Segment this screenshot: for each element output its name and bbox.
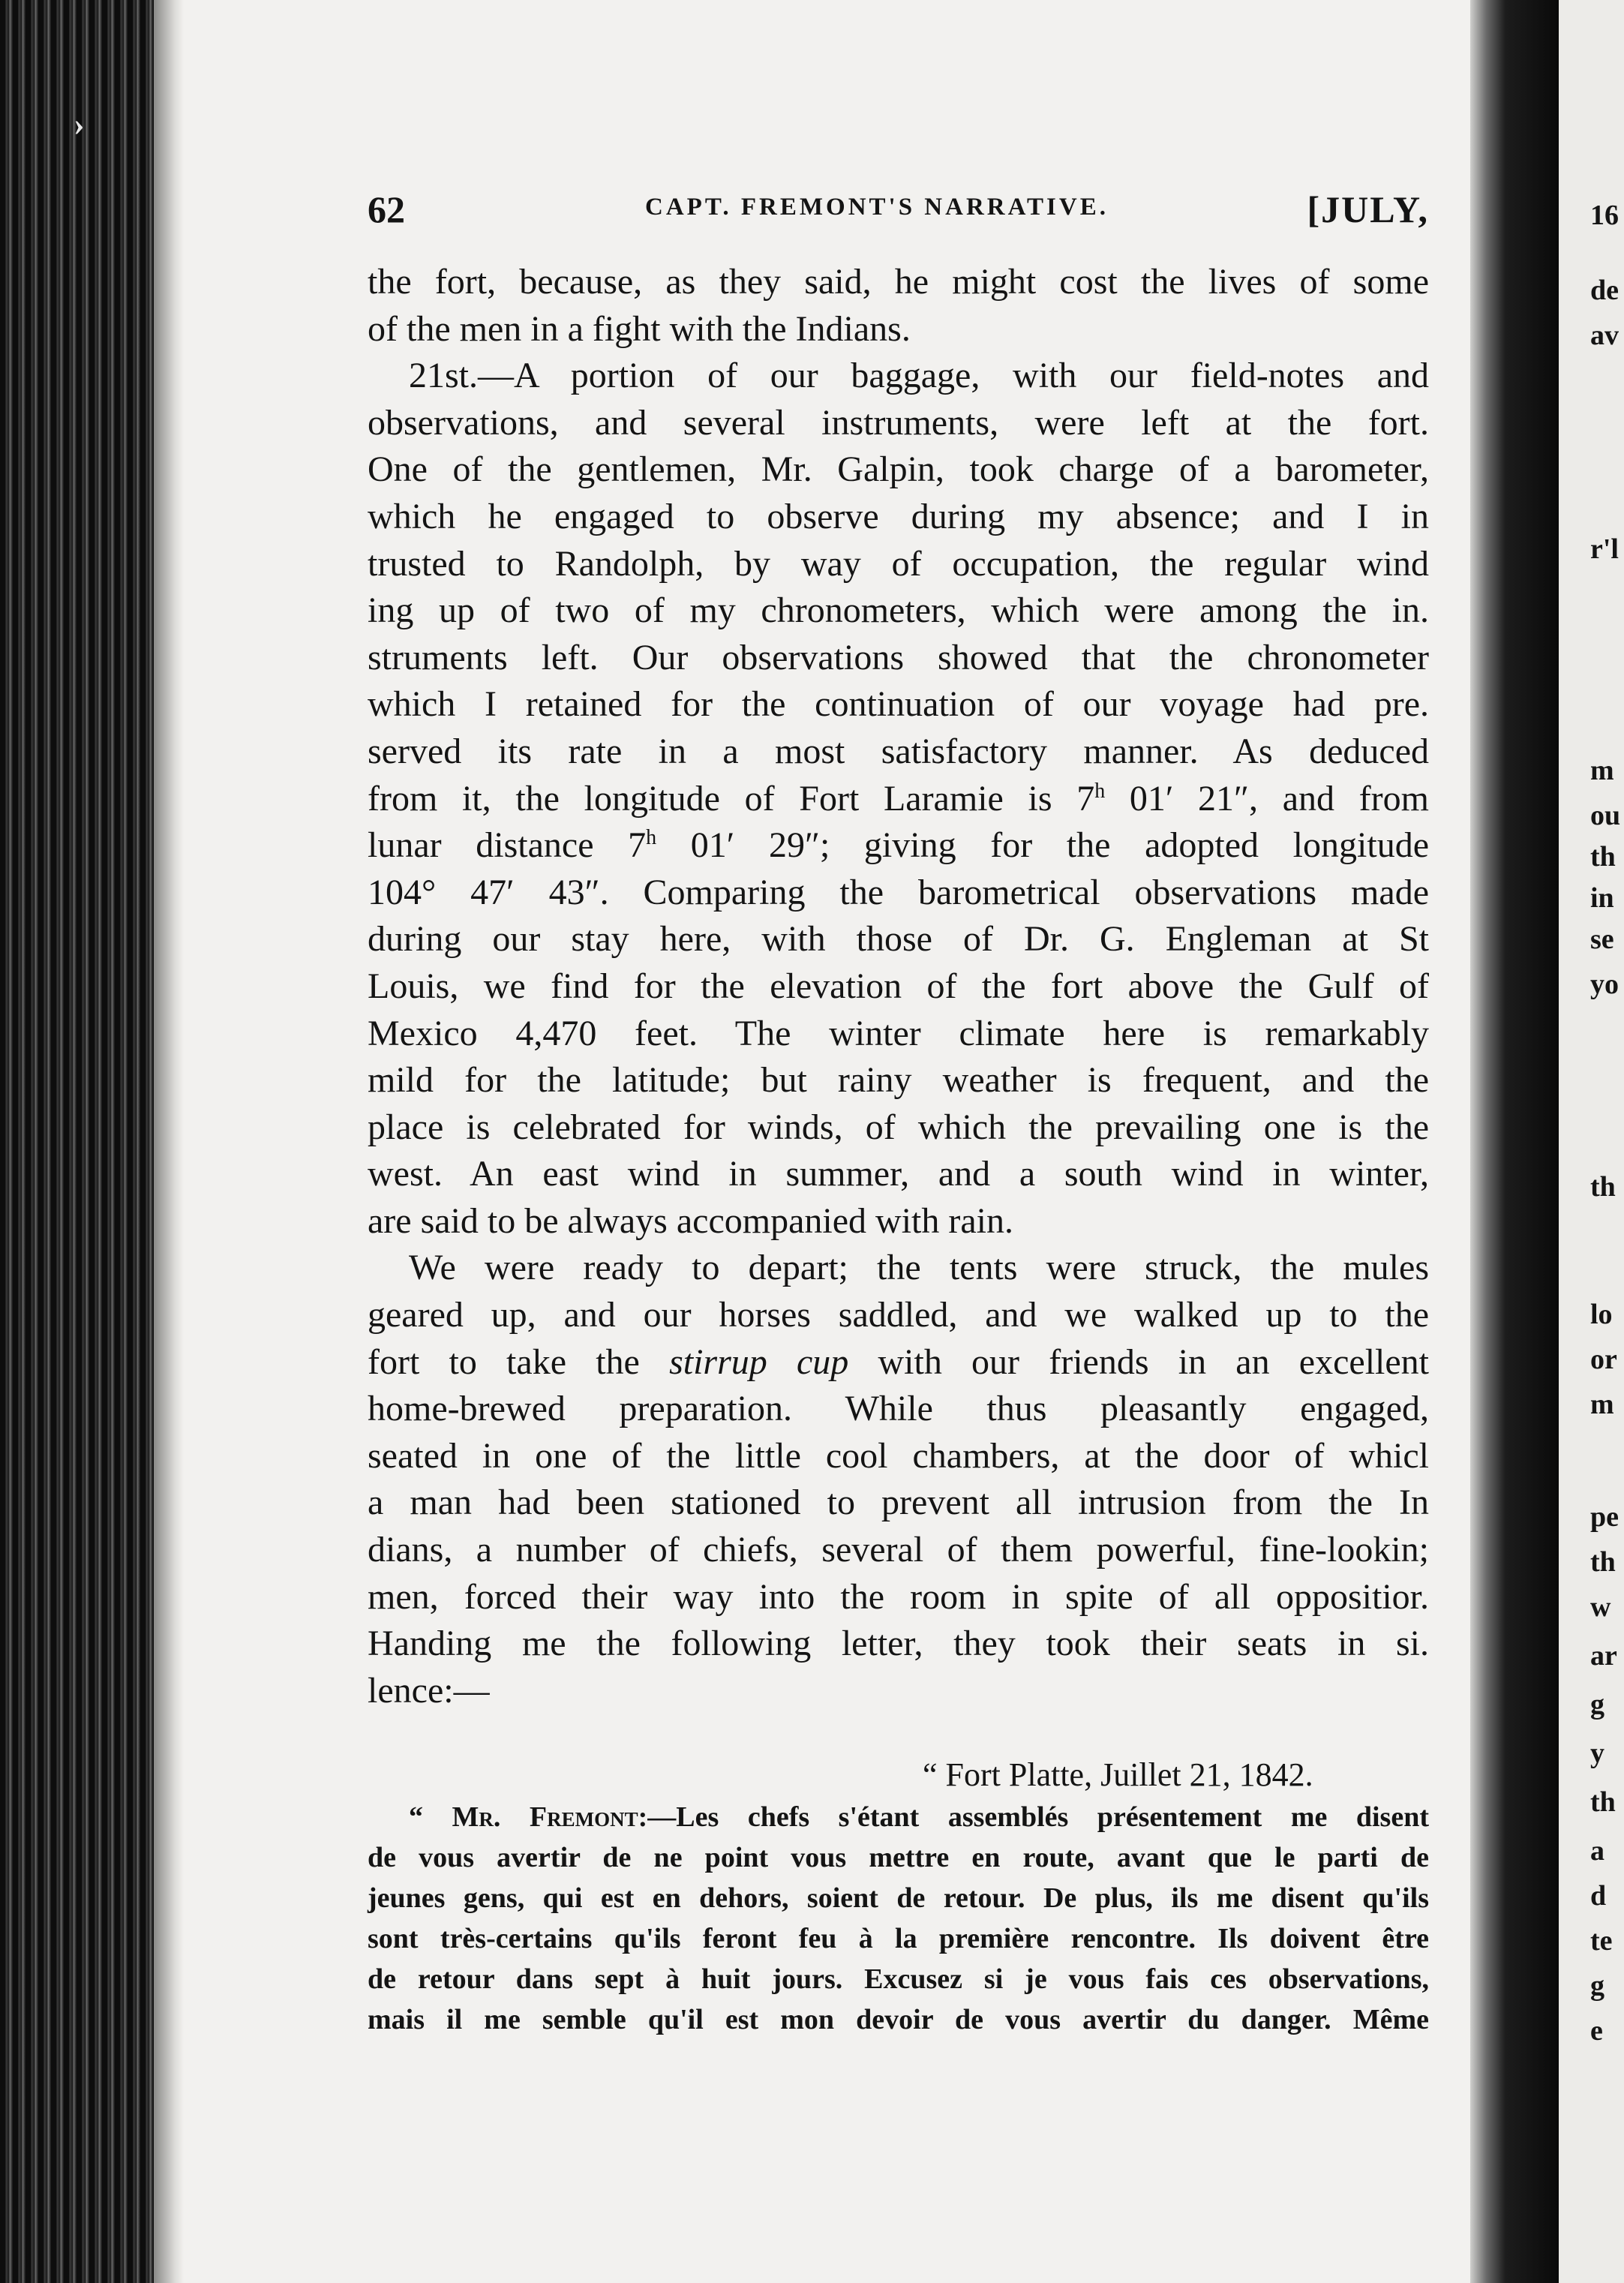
text-line: struments left. Our observations showed that the chronometer xyxy=(368,637,1429,677)
text-fragment: —Les chefs s'étant assemblés présentement me disent xyxy=(647,1801,1430,1833)
facing-page-fragment: pe xyxy=(1590,1501,1619,1533)
superscript: h xyxy=(646,826,657,850)
superscript: h xyxy=(1094,779,1106,803)
text-line xyxy=(368,1797,1429,1837)
text-line: We were ready to depart; the tents were struck, the mules xyxy=(409,1248,1429,1288)
facing-page-fragment: te xyxy=(1590,1925,1613,1957)
body-text xyxy=(368,259,1429,1714)
gutter-shadow xyxy=(154,0,184,2283)
text-line: Louis, we find for the elevation of the fort above the Gulf of xyxy=(368,966,1429,1006)
text-line: 104° 47′ 43″. Comparing the barometrical observations made xyxy=(368,872,1429,912)
text-line: which I retained for the continuation of our voyage had pre. xyxy=(368,684,1429,725)
text-line: lence:— xyxy=(368,1670,490,1711)
text-fragment: 01′ 29″; giving for the adopted longitude xyxy=(656,825,1429,866)
text-line: the fort, because, as they said, he might cost the lives of some xyxy=(368,262,1429,302)
letter-text xyxy=(368,1797,1429,2040)
text-line: de retour dans sept à huit jours. Excusez si je vous fais ces observations, xyxy=(368,1963,1429,1995)
text-line: dians, a number of chiefs, several of them powerful, fine-lookin; xyxy=(368,1530,1429,1570)
facing-page-fragment: e xyxy=(1590,2015,1603,2047)
running-head xyxy=(368,188,1429,233)
facing-page-fragment: m xyxy=(1590,1389,1614,1420)
facing-page-fragment: th xyxy=(1590,1546,1616,1578)
text-line: mild for the latitude; but rainy weather is frequent, and the xyxy=(368,1060,1429,1101)
facing-page-fragment: th xyxy=(1590,1171,1616,1203)
facing-page-fragment: w xyxy=(1590,1591,1611,1623)
text-line: geared up, and our horses saddled, and we walked up to the xyxy=(368,1295,1429,1335)
text-fragment: from it, the longitude of Fort Laramie is 7 xyxy=(368,778,1095,819)
letter-dateline: “ Fort Platte, Juillet 21, 1842. xyxy=(923,1756,1313,1793)
text-line: men, forced their way into the room in spite of all oppositior. xyxy=(368,1576,1429,1617)
facing-page-fragment: ar xyxy=(1590,1640,1617,1672)
text-line: of the men in a fight with the Indians. xyxy=(368,308,911,349)
text-fragment: with our friends in an excellent xyxy=(848,1341,1430,1382)
facing-page-fragment: y xyxy=(1590,1738,1604,1769)
text-line: during our stay here, with those of Dr. G. Engleman at St xyxy=(368,919,1429,960)
page-fold-shadow xyxy=(1470,0,1559,2283)
text-line: mais il me semble qu'il est mon devoir de vous avertir du danger. Même xyxy=(368,2004,1429,2035)
facing-page-fragment: a xyxy=(1590,1835,1604,1867)
page-number: 62 xyxy=(368,188,405,230)
facing-page-fragment: ou xyxy=(1590,800,1621,831)
text-line: home-brewed preparation. While thus pleasantly engaged, xyxy=(368,1389,1429,1429)
text-line: trusted to Randolph, by way of occupation, the regular wind xyxy=(368,543,1429,584)
facing-page-fragment: d xyxy=(1590,1880,1607,1912)
text-line: seated in one of the little cool chambers, at the door of whicl xyxy=(368,1435,1429,1476)
text-line: sont très-certains qu'ils feront feu à la première rencontre. Ils doivent être xyxy=(368,1923,1429,1954)
text-line: a man had been stationed to prevent all intrusion from the In xyxy=(368,1482,1429,1523)
text-line: are said to be always accompanied with rain. xyxy=(368,1200,1013,1241)
text-fragment: fort to take the xyxy=(368,1341,670,1382)
text-line: jeunes gens, qui est en dehors, soient de retour. De plus, ils me disent qu'ils xyxy=(368,1882,1429,1914)
facing-page-fragment: th xyxy=(1590,1786,1616,1818)
text-line: place is celebrated for winds, of which the prevailing one is the xyxy=(368,1107,1429,1147)
text-line: Mexico 4,470 feet. The winter climate here is remarkably xyxy=(368,1013,1429,1053)
text-fragment: lunar distance 7 xyxy=(368,825,647,866)
text-fragment: 01′ 21″, and from xyxy=(1105,778,1429,819)
text-line: served its rate in a most satisfactory manner. As deduced xyxy=(368,731,1429,771)
spine-mark: › xyxy=(74,106,85,143)
facing-page-fragment: m xyxy=(1590,755,1614,786)
italic-phrase: stirrup cup xyxy=(669,1341,849,1382)
facing-page-fragment: yo xyxy=(1590,969,1619,1000)
text-line: west. An east wind in summer, and a south wind in winter, xyxy=(368,1154,1429,1194)
facing-page-fragment: av xyxy=(1590,320,1619,351)
text-line: ing up of two of my chronometers, which were among the in. xyxy=(368,590,1429,631)
text-line: Handing me the following letter, they took their seats in si. xyxy=(368,1624,1429,1664)
facing-page-fragment: se xyxy=(1590,924,1614,955)
text-line xyxy=(368,1339,1429,1386)
book-spine xyxy=(0,0,154,2283)
text-line xyxy=(368,822,1429,870)
facing-page-fragment: g xyxy=(1590,1689,1604,1720)
facing-page-fragment: 16 xyxy=(1590,200,1619,231)
text-line xyxy=(368,776,1429,823)
running-title: CAPT. FREMONT'S NARRATIVE. xyxy=(645,194,1109,221)
text-line: One of the gentlemen, Mr. Galpin, took charge of a barometer, xyxy=(368,449,1429,490)
facing-page-fragment: th xyxy=(1590,841,1616,873)
facing-page-fragment: or xyxy=(1590,1344,1617,1375)
text-line: de vous avertir de ne point vous mettre en route, avant que le parti de xyxy=(368,1842,1429,1873)
facing-page-fragment: r'l xyxy=(1590,533,1619,565)
text-line: which he engaged to observe during my absence; and I in xyxy=(368,496,1429,536)
facing-page-fragment: de xyxy=(1590,275,1619,306)
text-line: 21st.—A portion of our baggage, with our field-notes and xyxy=(409,356,1429,396)
facing-page-fragment: g xyxy=(1590,1970,1604,2002)
facing-page-fragment: in xyxy=(1590,882,1614,914)
facing-page-fragment: lo xyxy=(1590,1299,1613,1330)
text-line: observations, and several instruments, were left at the fort. xyxy=(368,402,1429,443)
letter-salutation: “ Mr. Fremont: xyxy=(409,1801,648,1833)
running-month: [JULY, xyxy=(1307,188,1429,230)
